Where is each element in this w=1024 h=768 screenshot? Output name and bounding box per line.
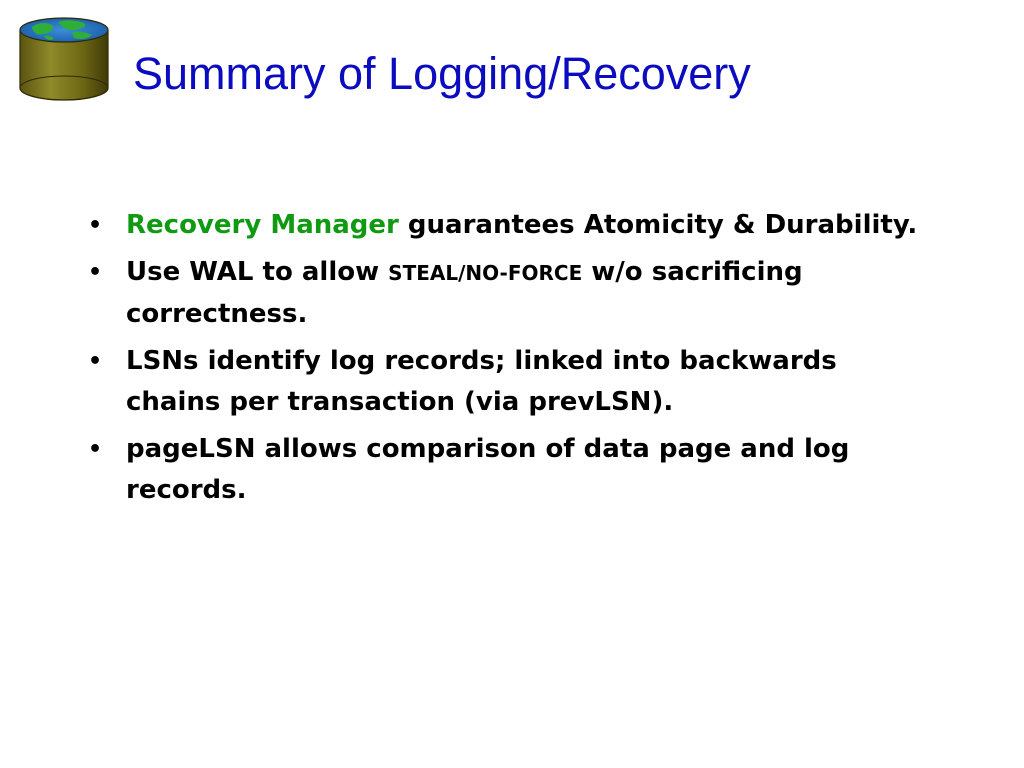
bullet-marker: •: [88, 213, 103, 238]
bullet-marker: •: [88, 260, 103, 285]
bullet-highlight: Recovery Manager: [126, 210, 399, 240]
bullet-small-text: STEAL/NO-FORCE: [388, 261, 583, 285]
bullet-marker: •: [88, 349, 103, 374]
bullet-item: [88, 252, 918, 335]
bullet-text: Use WAL to allow: [126, 257, 389, 287]
bullet-text: LSNs identify log records; linked into backwards chains per transaction (via prevLSN).: [126, 346, 837, 417]
bullet-item: [88, 205, 918, 246]
bullet-text: pageLSN allows comparison of data page and log records.: [126, 434, 850, 505]
bullet-text: guarantees Atomicity & Durability.: [398, 210, 918, 240]
slide-title: Summary of Logging/Recovery: [133, 48, 751, 99]
bullet-text: w/o sacrificing correctness.: [126, 257, 803, 329]
bullet-item: [88, 429, 918, 511]
bullet-list: [88, 205, 918, 517]
database-globe-icon: [14, 14, 114, 104]
bullet-item: [88, 341, 918, 423]
bullet-marker: •: [88, 437, 103, 462]
